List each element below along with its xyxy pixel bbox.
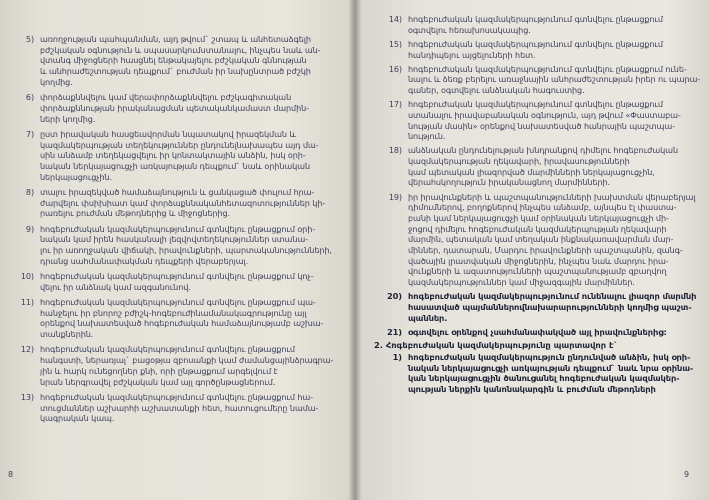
text-line: հոգեբուժական կազմակերպությունում գտնվելու ընթացքում	[408, 38, 663, 49]
list-item	[0, 297, 324, 340]
list-item-number: 8)	[25, 186, 34, 197]
right-page-number: 9	[684, 470, 690, 479]
list-item-text	[40, 271, 318, 292]
text-line: յին և հարկ ունեցողներ քնի, որի ընթացքում արգելվում է	[40, 365, 278, 376]
list-item-text	[40, 92, 318, 124]
text-line: հոգեբուժական կազմակերպությունում գտնվելու ընթացքում	[408, 99, 663, 110]
text-line: նություն.	[408, 131, 446, 142]
text-line: պության ներքին կանոնակարգին և բուժման մեթոդների	[408, 383, 656, 394]
list-item-number: 16)	[388, 63, 402, 74]
text-line: դիմումներով, բողոքներով ինչպես անձամբ, այնպես էլ փաստա-	[408, 202, 677, 213]
text-line: պաններ.	[408, 312, 448, 323]
list-item-number: 21)	[386, 326, 402, 337]
text-line: օրենքով նախատեսված հոգեբուժական համաձայնությամբ աշխա-	[40, 318, 324, 329]
text-line: նալու և ձեռք բերելու առաջնային անհրաժեշտության իրեր ու պարա-	[408, 74, 701, 85]
text-line: վածային լրատվական միջոցներին, ինչպես նաև մարդու իրա-	[408, 255, 669, 266]
text-line: վերահսկողություն իրականացնող մարմինների.	[408, 177, 610, 188]
list-item	[358, 39, 692, 60]
list-item-text	[408, 327, 692, 338]
list-item	[0, 271, 318, 292]
text-line: կագրական կապ.	[40, 413, 115, 424]
list-item	[0, 392, 318, 424]
text-line: վունքների և ազատությունների պաշտպանությամբ զբաղվող	[408, 266, 667, 277]
text-line: ժարվելու փսիխիատ կամ փորձաքննականհետազոտություններ կի-	[40, 197, 326, 208]
text-line: դրանց սահմանափակման դեպքերի վերաբերյալ.	[40, 255, 249, 266]
text-line: նական ներկայացուցչի առկայության դեպքում` նաև օրինական	[40, 160, 310, 171]
text-line: կամ պետական լիազորված մարմինների ներկայացուցչին,	[408, 166, 655, 177]
text-line: վելու իր անձնակ կամ ազգանունով.	[40, 281, 191, 292]
text-line: նական կամ իրեն հասկանալի լեզվովտեղեկություններ ստանա-	[40, 234, 308, 245]
text-line: հոգեբուժական կազմակերպությունում գտնվելու ընթացքում	[40, 344, 295, 355]
text-line: հոգեբուժական կազմակերպությունում գտնվելու ընթացքում ունե-	[408, 63, 687, 74]
text-line: ստանալու իրավաբանական օգնություն, այդ թվում «Փաստաբա-	[408, 109, 681, 120]
list-item	[0, 92, 318, 124]
list-item-number: 18)	[388, 145, 402, 156]
text-line: գաներ, օգտվելու անձնական հագուստից.	[408, 85, 585, 95]
list-item-number: 11)	[20, 297, 34, 307]
text-line: տալու իրազեկված համաձայնություն և ցանկացած փուլում հրա-	[40, 186, 315, 197]
list-item-number: 12)	[20, 344, 34, 355]
list-item-text	[408, 145, 692, 188]
text-line: կազմակերպություններ կամ միջազգային մարմիններ.	[408, 277, 635, 288]
text-line: օգտվելու օրենքով չսահմանափակված այլ իրավունքներից:	[408, 326, 667, 337]
text-line: անձնական ընդունելության խնդրանքով դիմելու հոգեբուժական	[408, 145, 678, 156]
list-item-number: 1)	[392, 351, 402, 362]
text-line: փորձաքննվելու կամ վերափորձաքննվելու բժշկագիտական	[40, 92, 292, 103]
list-item-number: 10)	[20, 271, 34, 281]
text-line: կան ներկայացուցչին ծանուցանել հոգեբուժական կազմակեր-	[408, 373, 680, 384]
text-line: միններ, դատարան, Մարդու իրավունքների պաշտպանին, զանգ-	[408, 245, 683, 256]
list-item	[358, 14, 692, 35]
list-item-text	[408, 192, 695, 288]
text-line: տանքներին.	[40, 329, 94, 340]
text-line: հոգեբուժական կազմակերպությունում գտնվելու ընթացքում հա-	[40, 391, 313, 402]
text-line: ներկայացուցչին.	[40, 171, 112, 182]
list-item-text	[40, 187, 325, 219]
list-item	[0, 34, 321, 88]
list-item-number: 7)	[25, 128, 34, 139]
text-line: նրան ներգրավել բժշկական կամ այլ գործընթացներում.	[40, 376, 276, 387]
list-item	[358, 352, 692, 395]
text-line: փորձաքննության իրականացման պետականկամաստ մարմին-	[40, 102, 309, 113]
text-line: տուցմաններ աշխարհի աշխատանքի հետ, հատուցումերը նամա-	[40, 402, 319, 413]
list-item-text	[40, 392, 318, 424]
text-line: հոգեբուժական կազմակերպությունում գտնվելու ընթացքում կոչ-	[40, 271, 314, 281]
text-line: նության մասին» օրենքով նախատեսված հանրային պաշտպա-	[408, 120, 675, 131]
list-item-number: 14)	[388, 14, 402, 24]
list-item-number: 20)	[386, 291, 402, 302]
left-page	[0, 0, 352, 500]
text-line: կազմակերպության տեղեկություններ ընդունելնախապես այդ մա-	[40, 139, 319, 150]
list-item	[0, 129, 318, 183]
list-item-text	[408, 291, 696, 323]
text-line: առողջության պահպանման, այդ թվում` շտապ և անհետաձգելի	[40, 34, 311, 44]
list-item-number: 6)	[25, 92, 34, 103]
section-heading: 2. Հոգեբուժական կազմակերպությունը պարտավոր է`	[374, 339, 618, 350]
text-line: և անհրաժեշտության դեպքում` բուժման իր նախընտրած բժշկի	[40, 66, 311, 77]
list-item-text	[40, 344, 333, 387]
text-line: սին անձամբ տեղեկացվելու իր կոնտակտային անձին, իսկ օրի-	[40, 150, 306, 161]
text-line: բժշկական օգնություն և սպասարկումստանալու, ինչպես նաև ան-	[40, 44, 321, 55]
left-page-number: 8	[8, 470, 14, 479]
list-item	[358, 327, 692, 338]
text-line: կազմակերպության ղեկավարի, իրավասությունների	[408, 156, 630, 166]
text-line: կողմից.	[40, 76, 73, 87]
list-item-number: 9)	[25, 223, 34, 234]
text-line: իր իրավունքների և պաշտպանությունների խախտման վերաբերյալ	[408, 191, 696, 202]
list-item-text	[40, 34, 321, 88]
text-line: ջոցով դիմելու հոգեբուժական կազմակերպության ղեկավարի	[408, 223, 667, 234]
text-line: հոգեբուժական կազմակերպությունում գտնվելու ընթացքում	[408, 14, 663, 24]
list-item-number: 15)	[388, 38, 402, 49]
right-page	[358, 0, 710, 500]
text-line: հոգեբուժական կազմակերպություն ընդունված անձին, իսկ օրի-	[408, 351, 691, 362]
list-item-text	[408, 14, 692, 35]
list-item-text	[408, 352, 693, 395]
list-item-text	[408, 64, 700, 96]
list-item	[0, 223, 332, 267]
text-line: հանջելու իր բնորոշ բժիշկ-հոգեբուժինամանակագրությունը այլ	[40, 307, 307, 318]
list-item-text	[408, 99, 692, 142]
list-item	[358, 145, 692, 188]
list-item	[358, 63, 701, 96]
list-item-text	[408, 39, 692, 60]
text-line: հոգեբուժական կազմակերպությունում գտնվելու ընթացքում պա-	[40, 297, 316, 307]
text-line: հասատված պայմաններովնախարարությունների կողմից պաշտ-	[408, 301, 692, 312]
text-line: ների կողմից.	[40, 113, 96, 124]
list-item	[358, 99, 692, 142]
list-item-text	[40, 297, 323, 340]
text-line: հանգստի, ներառյալ` բացօթյա զբոսանքի կամ ժամանցայինձրագրա-	[40, 355, 334, 366]
list-item-number: 17)	[388, 99, 402, 110]
text-line: լու իր առողջական վիճակի, իրավունքների, պարտականությունների,	[40, 245, 332, 255]
text-line: հանդիպելու այցելուների հետ.	[408, 49, 536, 60]
text-line: մարմին, պետական կամ տեղական ինքնակառավարման մար-	[408, 234, 674, 245]
list-item	[0, 344, 334, 387]
text-line: վտանգ միջոցների հասցնել ենթակայելու բժշկական գննության	[40, 55, 307, 66]
list-item-text	[40, 129, 319, 183]
list-item	[358, 291, 697, 323]
text-line: օգտվելու հեռախոսակապից.	[408, 24, 531, 35]
list-item-text	[40, 224, 332, 267]
list-item-number: 5)	[25, 34, 34, 44]
text-line: հոգեբուժական կազմակերպությունում գտնվելու ընթացքում օրի-	[40, 223, 316, 234]
text-line: հոգեբուժական կազմակերպությունում ունենալու լիազոր մարմնի	[408, 291, 697, 302]
text-line: բանի կամ ներկայացուցչի կամ օրինական ներկայացուցչի մի-	[408, 212, 669, 223]
list-item	[358, 191, 696, 288]
list-item	[0, 186, 326, 219]
list-item-number: 19)	[388, 191, 402, 202]
text-line: րառելու բուժման մեթոդներից և միջոցներից.	[40, 208, 230, 219]
text-line: ըստ իրավական հասցեավորման նպատակով իրազեկման և	[40, 128, 296, 139]
list-item-number: 13)	[20, 391, 34, 402]
text-line: նական ներկայացուցչի առկայության դեպքում` նաև նրա օրինա-	[408, 362, 694, 373]
